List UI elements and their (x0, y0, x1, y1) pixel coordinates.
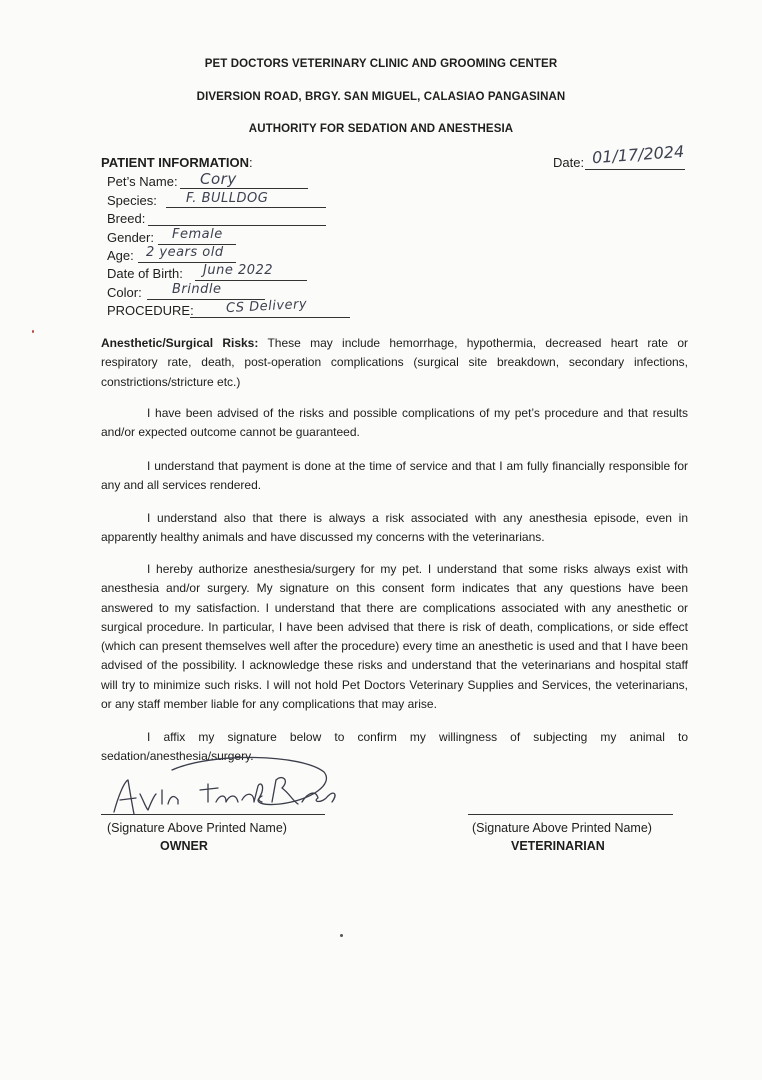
pet-name-underline (180, 188, 308, 189)
owner-signature-line (101, 814, 325, 815)
date-label: Date: (553, 155, 585, 170)
patient-info-title: PATIENT INFORMATION (101, 155, 250, 170)
gender-label: Gender: (107, 230, 154, 245)
age-label: Age: (107, 248, 134, 263)
color-label: Color: (107, 285, 142, 300)
paragraph-affix-signature: I affix my signature below to confirm my willingness of subjecting my animal to sedation/anesthesia/surgery. (101, 730, 688, 764)
risks-paragraph (101, 334, 688, 392)
paragraph-advised: I have been advised of the risks and possible complications of my pet’s procedure and that results and/or expected outcome cannot be guaranteed. (101, 406, 688, 440)
procedure-label: PROCEDURE: (107, 303, 194, 318)
vet-role: VETERINARIAN (511, 839, 605, 853)
scan-speck (32, 330, 34, 333)
clinic-address: DIVERSION ROAD, BRGY. SAN MIGUEL, CALASIAO PANGASINAN (196, 91, 566, 103)
date-value: 01/17/2024 (591, 141, 685, 168)
gender-value: Female (172, 227, 223, 242)
owner-role: OWNER (160, 839, 208, 853)
risks-label: Anesthetic/Surgical Risks: (101, 336, 259, 350)
paragraph-anesthesia-risk: I understand also that there is always a risk associated with any anesthesia episode, even in apparently healthy animals and have discussed my concerns with the veterinarians. (101, 511, 688, 545)
clinic-name: PET DOCTORS VETERINARY CLINIC AND GROOMING CENTER (204, 58, 558, 70)
dob-value: June 2022 (203, 263, 274, 278)
pet-name-value: Cory (200, 170, 237, 188)
form-title: AUTHORITY FOR SEDATION AND ANESTHESIA (248, 123, 514, 135)
pet-name-label: Pet’s Name: (107, 174, 178, 189)
color-value: Brindle (172, 282, 222, 297)
paragraph-authorization: I hereby authorize anesthesia/surgery for my pet. I understand that some risks always exist with anesthesia and/or surgery. My signature on this consent form indicates that any questions have been answered to my satisfaction. I understand that there are complications associated with any anesthetic or surgical procedure. In particular, I have been advised that there is risk of death, complications, or side effect (which can present themselves well after the procedure) every time an anesthetic is used and that I have been advised of the possibility. I acknowledge these risks and understand that the veterinarians and hospital staff will try to minimize such risks. I will not hold Pet Doctors Veterinary Supplies and Services, the veterinarians, or any staff member liable for any complications that may arise. (101, 562, 688, 712)
paragraph-payment: I understand that payment is done at the time of service and that I am fully financially responsible for any and all services rendered. (101, 459, 688, 493)
procedure-value: CS Delivery (225, 296, 308, 317)
dob-underline (195, 280, 307, 281)
patient-info-heading: PATIENT INFORMATION: (101, 155, 253, 170)
scan-speck (340, 934, 343, 937)
vet-signature-line (468, 814, 673, 815)
breed-underline (148, 225, 326, 226)
species-label: Species: (107, 193, 157, 208)
owner-signature (112, 752, 342, 820)
vet-signature-caption: (Signature Above Printed Name) (472, 821, 652, 835)
species-underline (166, 207, 326, 208)
species-value: F. BULLDOG (186, 191, 269, 206)
breed-label: Breed: (107, 211, 146, 226)
owner-signature-caption: (Signature Above Printed Name) (107, 821, 287, 835)
date-underline (585, 169, 685, 170)
procedure-underline (190, 317, 350, 318)
dob-label: Date of Birth: (107, 266, 183, 281)
age-value: 2 years old (146, 245, 224, 260)
risks-text: These may include hemorrhage, hypothermia, decreased heart rate or respiratory rate, death, post-operation complications (surgical site breakdown, secondary infections, constrictions/stricture etc.) (101, 336, 689, 389)
